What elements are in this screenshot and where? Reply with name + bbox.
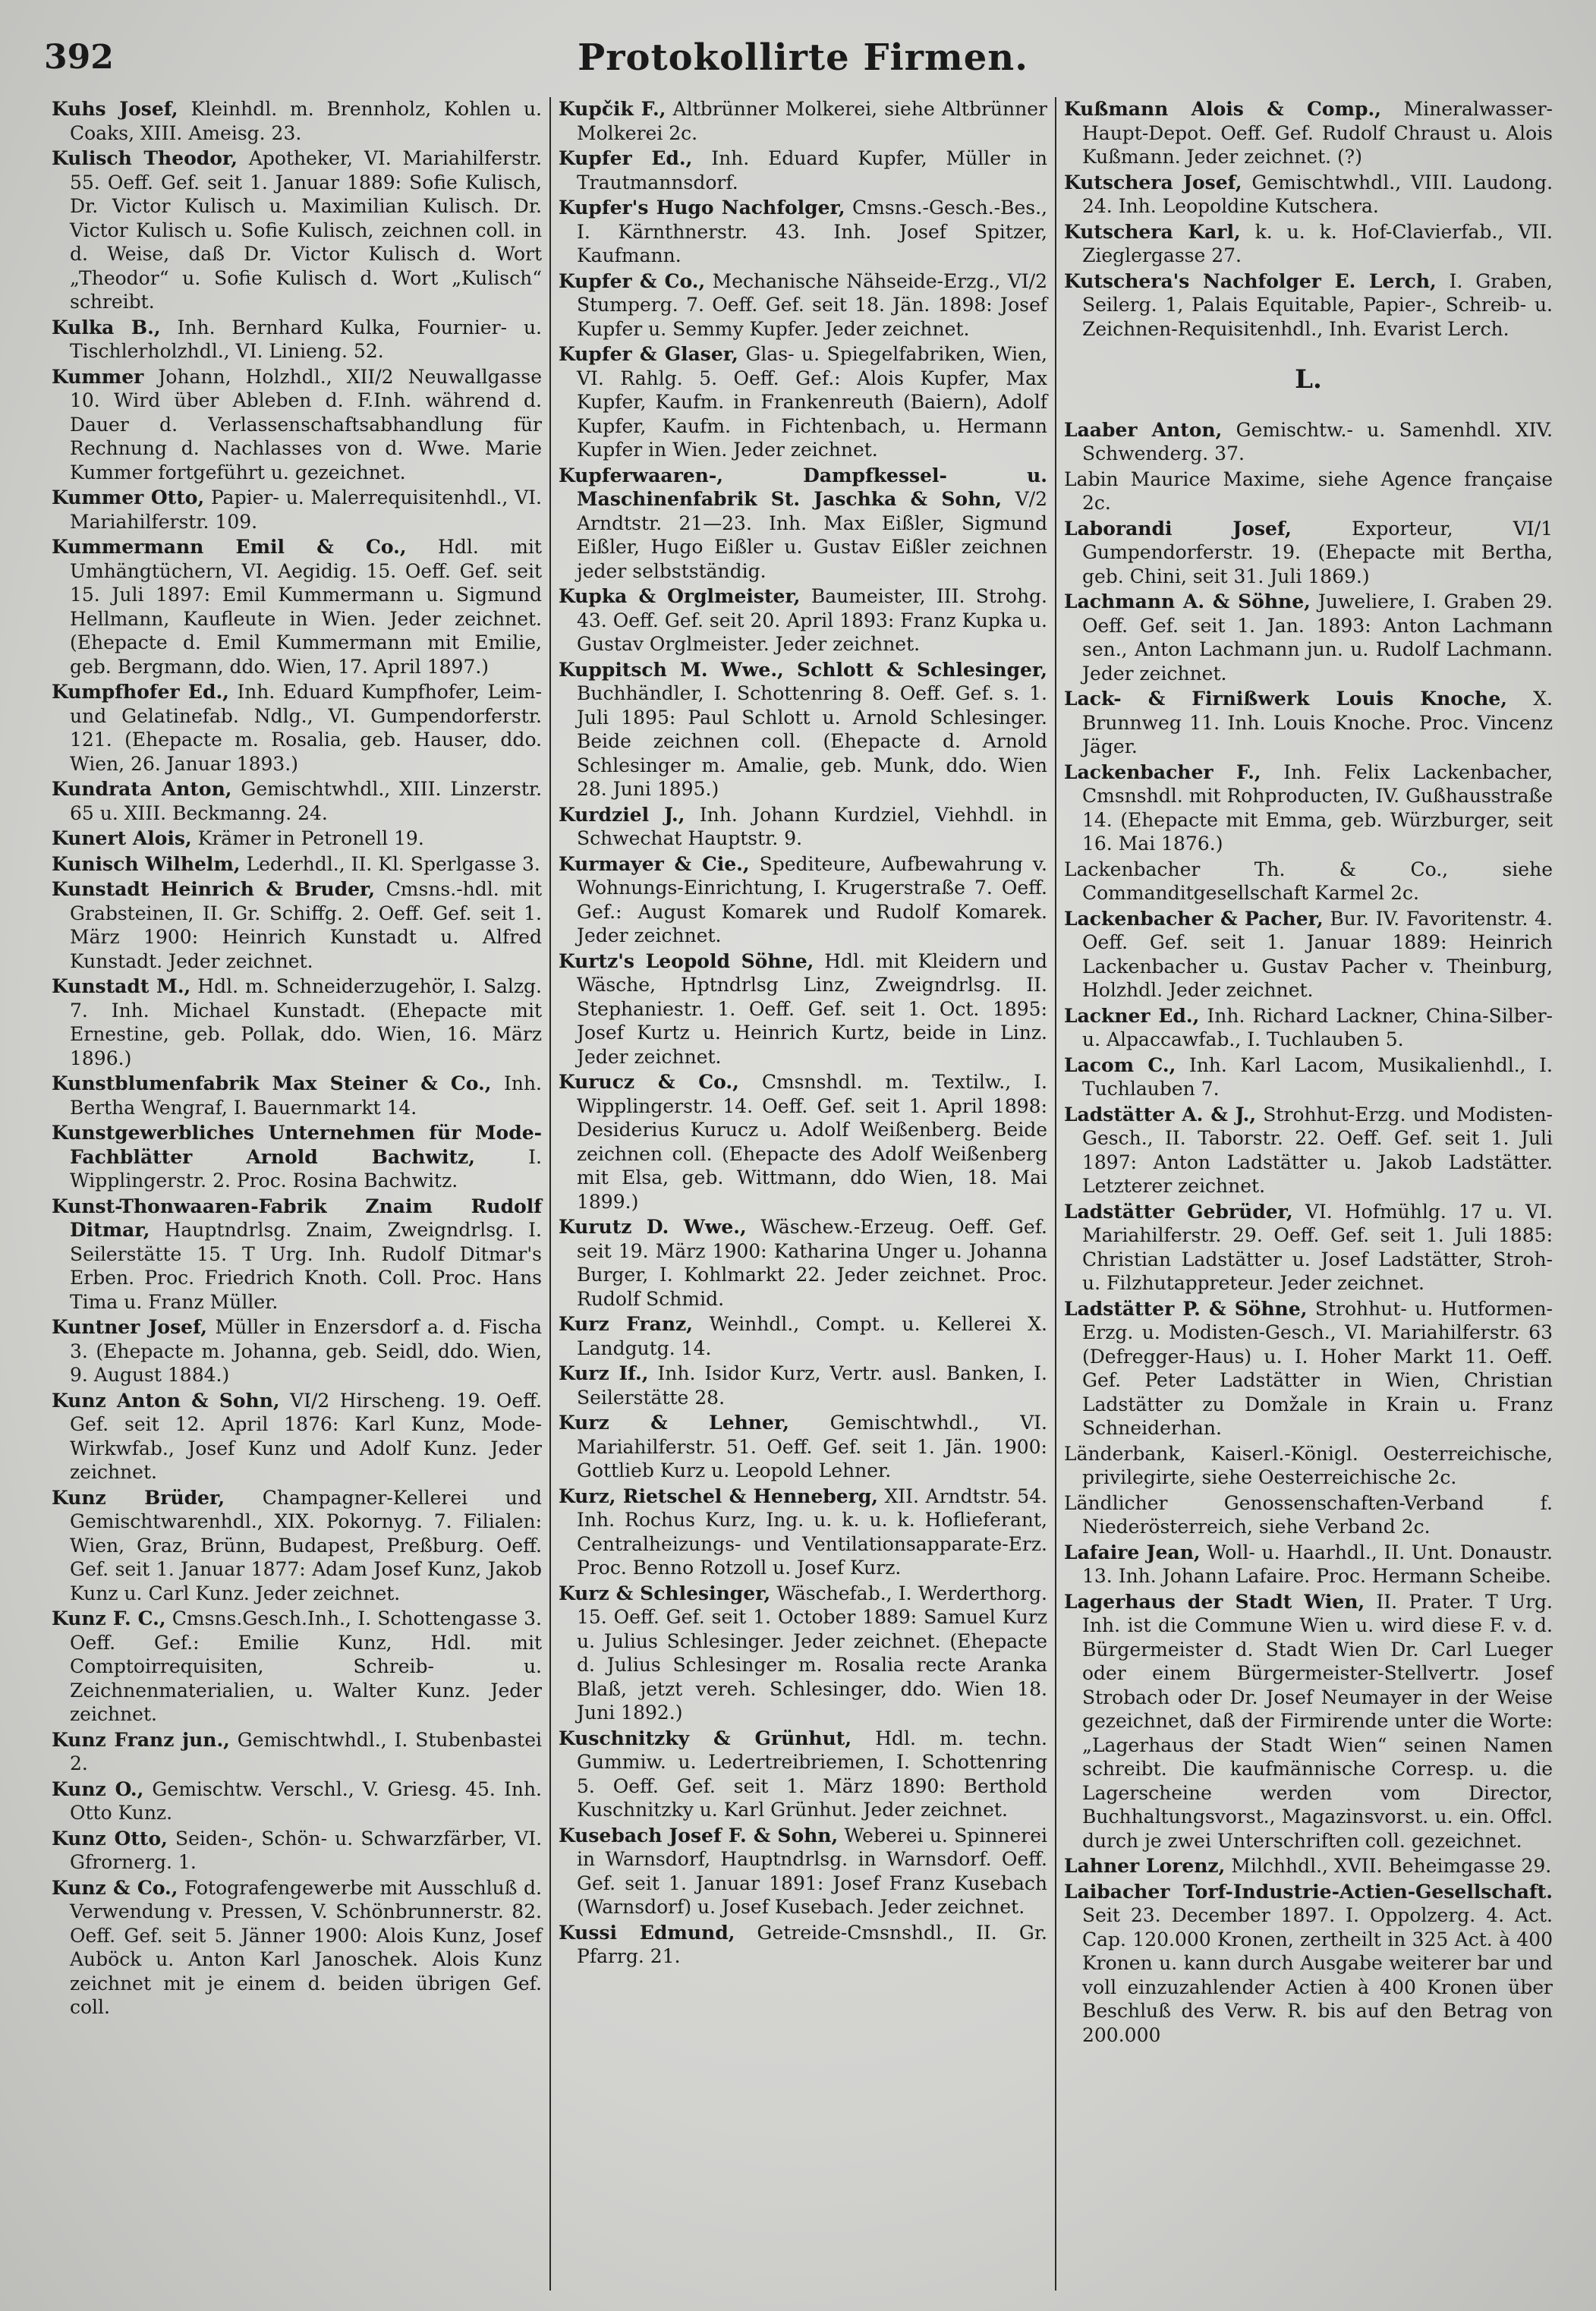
firm-name: Kurz If.,: [559, 1362, 649, 1384]
directory-entry: [559, 464, 1047, 584]
firm-name: Kunstadt Heinrich & Bruder,: [52, 878, 376, 900]
directory-entry: [559, 1727, 1047, 1822]
directory-entry: [1064, 1854, 1553, 1878]
firm-name: Kunstgewerbliches Unternehmen für Mode-Fachblätter Arnold Bachwitz,: [52, 1122, 542, 1168]
firm-name: Kummermann Emil & Co.,: [52, 536, 407, 558]
directory-entry: [1064, 1053, 1553, 1101]
entry-text: Getreide-Cmsnshdl., II. Gr. Pfarrg. 21.: [577, 1921, 1047, 1967]
directory-entry: [559, 97, 1047, 145]
directory-entry: [52, 1486, 542, 1606]
directory-entry: [559, 803, 1047, 851]
entry-text: Weberei u. Spinnerei in Warnsdorf, Hauptndrlsg. in Warnsdorf. Oeff. Gef. seit 1. Januar 1891: Josef Franz Kusebach (Warnsdorf) u. Josef Kusebach. Jeder zeichnet.: [577, 1824, 1048, 1918]
directory-entry: [52, 486, 542, 534]
entry-text: Ländlicher Genossenschaften-Verband f. Niederösterreich, siehe Verband 2c.: [1064, 1491, 1553, 1538]
firm-name: Kußmann Alois & Comp.,: [1064, 98, 1381, 120]
directory-entry: [52, 1315, 542, 1387]
entry-text: II. Prater. T Urg. Inh. ist die Commune Wien u. wird diese F. v. d. Bürgermeister d. Stadt Wien Dr. Carl Lueger oder einem Bürgermeister-Stellvertr. Josef Strobach oder Dr. Josef Neumayer in der Weise gezeichnet, daß der Firmirende unter die Worte: „Lagerhaus der Stadt Wien“ seinen Namen schreibt. Die kaufmännische Corresp. u. die Lagerscheine werden vom Director, Buchhaltungsvorst., Magazinsvorst. u. ein. Offcl. durch je zwei Unterschriften coll. gezeichnet.: [1082, 1590, 1553, 1852]
firm-name: Kupfer & Co.,: [559, 269, 706, 292]
firm-name: Kuschnitzky & Grünhut,: [559, 1727, 852, 1749]
firm-name: Ladstätter Gebrüder,: [1064, 1200, 1293, 1223]
firm-name: Kuppitsch M. Wwe., Schlott & Schlesinger,: [559, 658, 1047, 681]
entry-text: Inh. Eduard Kumpfhofer, Leim- und Gelatinefab. Ndlg., VI. Gumpendorferstr. 121. (Ehepacte m. Rosalia, geb. Hauser, ddo. Wien, 26. Januar 1893.): [70, 681, 542, 775]
firm-name: Kuntner Josef,: [52, 1316, 208, 1338]
entry-text: Apotheker, VI. Mariahilferstr. 55. Oeff. Gef. seit 1. Januar 1889: Sofie Kulisch, Dr. Victor Kulisch u. Maximilian Kulisch. Dr. Victor Kulisch u. Sofie Kulisch, zeichnen coll. in d. Weise, daß Dr. Victor Kulisch d. Wort „Theodor“ u. Sofie Kulisch d. Wort „Kulisch“ schreibt.: [70, 147, 543, 313]
firm-name: Kurucz & Co.,: [559, 1071, 739, 1093]
entry-text: VI. Hofmühlg. 17 u. VI. Mariahilferstr. 29. Oeff. Gef. seit 1. Juli 1885: Christian Ladstätter u. Josef Ladstätter, Stroh- u. Filzhutappreteur. Jeder zeichnet.: [1082, 1200, 1554, 1294]
directory-entry: [1064, 1880, 1553, 2048]
directory-entry: [559, 584, 1047, 656]
directory-entry: [1064, 1491, 1553, 1539]
entry-text: Lederhdl., II. Kl. Sperlgasse 3.: [246, 852, 540, 875]
directory-entry: [1064, 97, 1553, 169]
firm-name: Kunz & Co.,: [52, 1876, 178, 1899]
entry-text: Champagner-Kellerei und Gemischtwarenhdl., XIX. Pokornyg. 7. Filialen: Wien, Graz, Brünn, Budapest, Preßburg. Oeff. Gef. seit 1. Januar 1877: Adam Josef Kunz, Jakob Kunz u. Carl Kunz. Jeder zeichnet.: [70, 1486, 542, 1604]
entry-text: Gemischtwhdl., VIII. Laudong. 24. Inh. Leopoldine Kutschera.: [1082, 171, 1554, 217]
directory-entry: [52, 1389, 542, 1485]
firm-name: Kupčik F.,: [559, 98, 666, 120]
directory-entry: [52, 97, 542, 145]
entry-text: I. Wipplingerstr. 2. Proc. Rosina Bachwitz.: [70, 1145, 542, 1192]
firm-name: Kumpfhofer Ed.,: [52, 681, 229, 703]
page-header: [44, 30, 1562, 91]
entry-text: V/2 Arndtstr. 21—23. Inh. Max Eißler, Sigmund Eißler, Hugo Eißler u. Gustav Eißler zeichnen jeder selbstständig.: [577, 488, 1047, 582]
firm-name: Lachmann A. & Söhne,: [1064, 590, 1311, 612]
directory-entry: [52, 974, 542, 1070]
entry-text: Kleinhdl. m. Brennholz, Kohlen u. Coaks, XIII. Ameisg. 23.: [70, 98, 543, 144]
directory-entry: [1064, 1297, 1553, 1440]
firm-name: Kupfer's Hugo Nachfolger,: [559, 197, 845, 219]
firm-name: Ladstätter A. & J.,: [1064, 1103, 1257, 1126]
entry-text: Papier- u. Malerrequisitenhdl., VI. Mariahilferstr. 109.: [70, 486, 542, 533]
directory-entry: [559, 1582, 1047, 1725]
columns: [44, 97, 1562, 2291]
entry-text: Seit 23. December 1897. I. Oppolzerg. 4. Act. Cap. 120.000 Kronen, zertheilt in 325 Act. à 400 Kronen u. kann durch Ausgabe weiterer bar und voll einzuzahlender Actien à 400 Kronen über Beschluß des Verw. R. bis auf den Betrag von 200.000: [1082, 1904, 1553, 2046]
directory-entry: [52, 777, 542, 825]
firm-name: Kurz & Lehner,: [559, 1412, 789, 1434]
directory-entry: [559, 1312, 1047, 1360]
firm-name: Lafaire Jean,: [1064, 1541, 1201, 1563]
firm-name: Kurz Franz,: [559, 1313, 693, 1335]
entry-text: Buchhändler, I. Schottenring 8. Oeff. Gef. s. 1. Juli 1895: Paul Schlott u. Arnold Schlesinger. Beide zeichnen coll. (Ehepacte d. Arnold Schlesinger m. Amalie, geb. Munk, ddo. Wien 28. Juni 1895.): [577, 682, 1047, 800]
directory-entry: [1064, 1541, 1553, 1588]
directory-entry: [559, 342, 1047, 462]
directory-entry: [1064, 760, 1553, 856]
firm-name: Lack- & Firnißwerk Louis Knoche,: [1064, 688, 1507, 710]
directory-entry: [1064, 269, 1553, 342]
firm-name: Kupka & Orglmeister,: [559, 585, 801, 607]
directory-entry: [559, 1362, 1047, 1409]
directory-entry: [1064, 220, 1553, 268]
firm-name: Lagerhaus der Stadt Wien,: [1064, 1590, 1365, 1613]
directory-entry: [559, 658, 1047, 801]
directory-entry: [52, 1072, 542, 1119]
firm-name: Kutschera Karl,: [1064, 220, 1241, 243]
entry-text: Weinhdl., Compt. u. Kellerei X. Landgutg. 14.: [577, 1313, 1047, 1359]
directory-entry: [559, 949, 1047, 1069]
entry-text: Hdl. mit Umhängtüchern, VI. Aegidig. 15. Oeff. Gef. seit 15. Juli 1897: Emil Kummermann u. Sigmund Hellmann, Kaufleute in Wien. Jeder zeichnet. (Ehepacte d. Emil Kummermann mit Emilie, geb. Bergmann, ddo. Wien, 17. April 1897.): [70, 536, 542, 678]
directory-entry: [559, 1921, 1047, 1969]
directory-entry: [559, 196, 1047, 268]
directory-entry: [1064, 1590, 1553, 1853]
entry-text: Lackenbacher Th. & Co., siehe Commanditgesellschaft Karmel 2c.: [1064, 858, 1553, 904]
firm-name: Kurtz's Leopold Söhne,: [559, 949, 814, 972]
entry-text: Inh. Bernhard Kulka, Fournier- u. Tischlerholzhdl., VI. Linieng. 52.: [70, 316, 542, 362]
entry-text: Glas- u. Spiegelfabriken, Wien, VI. Rahlg. 5. Oeff. Gef.: Alois Kupfer, Max Kupfer, Kaufm. in Frankenreuth (Baiern), Adolf Kupfer, Kaufm. in Fichtenbach, u. Hermann Kupfer in Wien. Jeder zeichnet.: [577, 343, 1047, 461]
entry-text: Hdl. mit Kleidern und Wäsche, Hptndrlsg Linz, Zweigndrlsg. II. Stephaniestr. 1. Oeff. Gef. seit 1. Oct. 1895: Josef Kurtz u. Heinrich Kurtz, beide in Linz. Jeder zeichnet.: [577, 949, 1048, 1068]
entry-text: Gemischtwhdl., XIII. Linzerstr. 65 u. XIII. Beckmanng. 24.: [70, 778, 543, 824]
directory-entry: [559, 1824, 1047, 1919]
directory-entry: [1064, 590, 1553, 685]
entry-text: Cmsnshdl. m. Textilw., I. Wipplingerstr. 14. Oeff. Gef. seit 1. April 1898: Desiderius Kurucz u. Adolf Weißenberg. Beide zeichnen coll. (Ehepacte des Adolf Weißenberg mit Elsa, geb. Wittmann, ddo Wien, 18. Mai 1899.): [577, 1071, 1048, 1213]
directory-entry: [52, 1876, 542, 2020]
entry-text: Seiden-, Schön- u. Schwarzfärber, VI. Gfrornerg. 1.: [70, 1827, 543, 1873]
directory-entry: [1064, 1103, 1553, 1198]
entry-text: Inh. Isidor Kurz, Vertr. ausl. Banken, I. Seilerstätte 28.: [577, 1362, 1047, 1409]
firm-name: Kusebach Josef F. & Sohn,: [559, 1824, 839, 1847]
entry-text: Inh. Eduard Kupfer, Müller in Trautmannsdorf.: [577, 147, 1047, 194]
directory-entry: [52, 852, 542, 877]
entry-text: Inh. Karl Lacom, Musikalienhdl., I. Tuchlauben 7.: [1082, 1053, 1553, 1100]
firm-name: Kuhs Josef,: [52, 98, 178, 120]
entry-text: Wäschew.-Erzeug. Oeff. Gef. seit 19. März 1900: Katharina Unger u. Johanna Burger, I. Kohlmarkt 22. Jeder zeichnet. Proc. Rudolf Schmid.: [577, 1216, 1048, 1310]
entry-text: Länderbank, Kaiserl.-Königl. Oesterreichische, privilegirte, siehe Oesterreichische 2c.: [1064, 1442, 1553, 1488]
entry-text: Spediteure, Aufbewahrung v. Wohnungs-Einrichtung, I. Krugerstraße 7. Oeff. Gef.: August Komarek und Rudolf Komarek. Jeder zeichnet.: [577, 852, 1048, 946]
column-3: [1055, 97, 1560, 2291]
firm-name: Kurmayer & Cie.,: [559, 852, 750, 875]
directory-entry: [1064, 1442, 1553, 1490]
column-2: [549, 97, 1055, 2291]
directory-entry: [52, 1607, 542, 1727]
firm-name: Kupfer & Glaser,: [559, 343, 738, 365]
firm-name: Lahner Lorenz,: [1064, 1855, 1226, 1877]
directory-entry: [52, 316, 542, 364]
entry-text: Exporteur, VI/1 Gumpendorferstr. 19. (Ehepacte mit Bertha, geb. Chini, seit 31. Juli 1869.): [1082, 517, 1554, 587]
entry-text: XII. Arndtstr. 54. Inh. Rochus Kurz, Ing. u. k. u. k. Hoflieferant, Centralheizungs- und Ventilationsapparate-Erz. Proc. Benno Rotzoll u. Josef Kurz.: [577, 1485, 1047, 1579]
entry-text: Cmsns.-Gesch.-Bes., I. Kärnthnerstr. 43. Inh. Josef Spitzer, Kaufmann.: [577, 197, 1047, 266]
entry-text: Labin Maurice Maxime, siehe Agence française 2c.: [1064, 468, 1553, 514]
directory-entry: [1064, 171, 1553, 219]
firm-name: Lackner Ed.,: [1064, 1004, 1200, 1027]
firm-name: Kunz O.,: [52, 1777, 144, 1800]
entry-text: Milchhdl., XVII. Beheimgasse 29.: [1231, 1855, 1552, 1877]
directory-entry: [1064, 418, 1553, 466]
entry-text: Wäschefab., I. Werderthorg. 15. Oeff. Gef. seit 1. October 1889: Samuel Kurz u. Julius Schlesinger. Jeder zeichnet. (Ehepacte d. Julius Schlesinger m. Rosalia recte Aranka Blaß, jetzt vereh. Schlesinger, ddo. Wien 18. Juni 1892.): [577, 1582, 1047, 1724]
directory-entry: [52, 146, 542, 314]
entry-text: Fotografengewerbe mit Ausschluß d. Verwendung v. Pressen, V. Schönbrunnerstr. 82. Oeff. Gef. seit 5. Jänner 1900: Alois Kunz, Josef Auböck u. Anton Karl Janoschek. Alois Kunz zeichnet mit je einem d. beiden übrigen Gef. coll.: [70, 1876, 542, 2018]
entry-text: Müller in Enzersdorf a. d. Fischa 3. (Ehepacte m. Johanna, geb. Seidl, ddo. Wien, 9. August 1884.): [70, 1316, 543, 1386]
entry-text: Hdl. m. Schneiderzugehör, I. Salzg. 7. Inh. Michael Kunstadt. (Ehepacte mit Ernestine, geb. Pollak, ddo. Wien, 16. März 1896.): [70, 975, 542, 1069]
entry-text: Inh. Felix Lackenbacher, Cmsnshdl. mit Rohproducten, IV. Gußhausstraße 14. (Ehepacte mit Emma, geb. Würzburger, seit 16. Mai 1876.): [1082, 760, 1554, 855]
entry-text: Gemischtw. Verschl., V. Griesg. 45. Inh. Otto Kunz.: [70, 1777, 542, 1824]
entry-text: Woll- u. Haarhdl., II. Unt. Donaustr. 13. Inh. Johann Lafaire. Proc. Hermann Scheibe.: [1082, 1541, 1553, 1587]
firm-name: Kussi Edmund,: [559, 1921, 735, 1944]
firm-name: Kunstadt M.,: [52, 975, 191, 997]
firm-name: Kupferwaaren-, Dampfkessel- u. Maschinenfabrik St. Jaschka & Sohn,: [559, 464, 1047, 510]
entry-text: Hauptndrlsg. Znaim, Zweigndrlsg. I. Seilerstätte 15. T Urg. Inh. Rudolf Ditmar's Erben. Proc. Friedrich Knoth. Coll. Proc. Hans Tima u. Franz Müller.: [70, 1219, 542, 1313]
entry-text: Juweliere, I. Graben 29. Oeff. Gef. seit 1. Jan. 1893: Anton Lachmann sen., Anton Lachmann jun. u. Rudolf Lachmann. Jeder zeichnet.: [1082, 590, 1553, 685]
firm-name: Laibacher Torf-Industrie-Actien-Gesellschaft.: [1064, 1880, 1553, 1903]
firm-name: Lackenbacher & Pacher,: [1064, 907, 1324, 930]
entry-text: Mineralwasser-Haupt-Depot. Oeff. Gef. Rudolf Chraust u. Alois Kußmann. Jeder zeichnet. (?): [1082, 98, 1553, 168]
entry-text: Hdl. m. techn. Gummiw. u. Ledertreibriemen, I. Schottenring 5. Oeff. Gef. seit 1. März 1890: Berthold Kuschnitzky u. Karl Grünhut. Jeder zeichnet.: [577, 1727, 1047, 1821]
directory-entry: [559, 269, 1047, 342]
directory-entry: [559, 1070, 1047, 1214]
firm-name: Kummer Otto,: [52, 486, 205, 508]
directory-entry: [52, 1827, 542, 1875]
directory-entry: [52, 877, 542, 973]
directory-entry: [52, 826, 542, 851]
firm-name: Kunisch Wilhelm,: [52, 852, 241, 875]
column-1: [44, 97, 549, 2291]
firm-name: Kutschera's Nachfolger E. Lerch,: [1064, 269, 1437, 292]
entry-text: Strohhut- u. Hutformen-Erzg. u. Modisten-Gesch., VI. Mariahilferstr. 63 (Defregger-Haus) u. I. Hoher Markt 11. Oeff. Gef. Peter Ladstätter in Wien, Christian Ladstätter zu Domžale in Krain u. Franz Schneiderhan.: [1082, 1297, 1553, 1439]
entry-text: I. Graben, Seilerg. 1, Palais Equitable, Papier-, Schreib- u. Zeichnen-Requisitenhdl., Inh. Evarist Lerch.: [1082, 269, 1553, 340]
directory-entry: [1064, 687, 1553, 759]
running-title: Protokollirte Firmen.: [578, 36, 1028, 79]
directory-entry: [1064, 1200, 1553, 1296]
firm-name: Kunz Anton & Sohn,: [52, 1389, 280, 1412]
firm-name: Kulka B.,: [52, 316, 161, 338]
directory-entry: [52, 1121, 542, 1193]
firm-name: Laaber Anton,: [1064, 418, 1223, 441]
entry-text: Inh. Johann Kurdziel, Viehhdl. in Schwechat Hauptstr. 9.: [577, 803, 1047, 849]
section-letter: L.: [1295, 364, 1322, 395]
entry-text: VI/2 Hirscheng. 19. Oeff. Gef. seit 12. April 1876: Karl Kunz, Mode-Wirkwfab., Josef Kunz und Adolf Kunz. Jeder zeichnet.: [70, 1389, 542, 1483]
entry-text: Strohhut-Erzg. und Modisten-Gesch., II. Taborstr. 22. Oeff. Gef. seit 1. Juli 1897: Anton Ladstätter u. Jakob Ladstätter. Letzterer zeichnet.: [1082, 1103, 1553, 1197]
entry-text: Mechanische Nähseide-Erzg., VI/2 Stumperg. 7. Oeff. Gef. seit 18. Jän. 1898: Josef Kupfer u. Semmy Kupfer. Jeder zeichnet.: [577, 269, 1047, 340]
entry-text: Krämer in Petronell 19.: [197, 827, 424, 849]
entry-text: Gemischtwhdl., I. Stubenbastei 2.: [70, 1728, 542, 1774]
directory-entry: [52, 1728, 542, 1776]
directory-entry: [1064, 517, 1553, 589]
firm-name: Kundrata Anton,: [52, 778, 232, 800]
entry-text: Bur. IV. Favoritenstr. 4. Oeff. Gef. seit 1. Januar 1889: Heinrich Lackenbacher u. Gustav Pacher v. Theinburg, Holzhdl. Jeder zeichnet.: [1082, 907, 1553, 1001]
firm-name: Kunz F. C.,: [52, 1607, 166, 1629]
entry-text: Altbrünner Molkerei, siehe Altbrünner Molkerei 2c.: [577, 98, 1047, 144]
directory-entry: [559, 146, 1047, 194]
firm-name: Kunst-Thonwaaren-Fabrik Znaim Rudolf Ditmar,: [52, 1195, 542, 1241]
directory-entry: [52, 680, 542, 776]
directory-entry: [1064, 907, 1553, 1003]
firm-name: Kulisch Theodor,: [52, 147, 238, 169]
firm-name: Kupfer Ed.,: [559, 147, 693, 169]
directory-entry: [559, 1215, 1047, 1311]
firm-name: Ladstätter P. & Söhne,: [1064, 1297, 1308, 1320]
firm-name: Lacom C.,: [1064, 1053, 1176, 1076]
firm-name: Kunstblumenfabrik Max Steiner & Co.,: [52, 1072, 492, 1094]
directory-entry: [559, 852, 1047, 948]
directory-entry: [1064, 1004, 1553, 1052]
firm-name: Lackenbacher F.,: [1064, 760, 1261, 783]
directory-entry: [559, 1411, 1047, 1483]
firm-name: Kurz & Schlesinger,: [559, 1582, 771, 1604]
entry-text: Johann, Holzhdl., XII/2 Neuwallgasse 10. Wird über Ableben d. F.Inh. während d. Dauer d. Verlassenschaftsabhandlung für Rechnung d. Nachlasses von d. Wwe. Marie Kummer fortgeführt u. gezeichnet.: [70, 365, 542, 483]
directory-entry: [52, 535, 542, 679]
firm-name: Kunert Alois,: [52, 827, 192, 849]
entry-text: Baumeister, III. Strohg. 43. Oeff. Gef. seit 20. April 1893: Franz Kupka u. Gustav Orglmeister. Jeder zeichnet.: [577, 585, 1047, 655]
page-number: 392: [44, 38, 114, 77]
firm-name: Kummer: [52, 365, 144, 388]
firm-name: Kutschera Josef,: [1064, 171, 1242, 194]
firm-name: Kunz Brüder,: [52, 1486, 225, 1509]
directory-entry: [1064, 468, 1553, 515]
entry-text: k. u. k. Hof-Clavierfab., VII. Zieglergasse 27.: [1082, 220, 1553, 266]
entry-text: Cmsns.-hdl. mit Grabsteinen, II. Gr. Schiffg. 2. Oeff. Gef. seit 1. März 1900: Heinrich Kunstadt u. Alfred Kunstadt. Jeder zeichnet.: [70, 878, 542, 972]
firm-name: Kurdziel J.,: [559, 803, 685, 826]
directory-entry: [559, 1485, 1047, 1580]
firm-name: Kurz, Rietschel & Henneberg,: [559, 1485, 878, 1507]
entry-text: Gemischtw.- u. Samenhdl. XIV. Schwenderg. 37.: [1082, 418, 1553, 464]
firm-name: Kurutz D. Wwe.,: [559, 1216, 747, 1238]
firm-name: Laborandi Josef,: [1064, 517, 1292, 540]
entry-text: X. Brunnweg 11. Inh. Louis Knoche. Proc. Vincenz Jäger.: [1082, 688, 1553, 757]
directory-entry: [52, 1195, 542, 1314]
firm-name: Kunz Franz jun.,: [52, 1728, 230, 1751]
directory-entry: [52, 1777, 542, 1825]
entry-text: Gemischtwhdl., VI. Mariahilferstr. 51. Oeff. Gef. seit 1. Jän. 1900: Gottlieb Kurz u. Leopold Lehner.: [577, 1412, 1047, 1481]
entry-text: Inh. Richard Lackner, China-Silber- u. Alpaccawfab., I. Tuchlauben 5.: [1082, 1004, 1553, 1050]
firm-name: Kunz Otto,: [52, 1827, 168, 1850]
entry-text: Inh. Bertha Wengraf, I. Bauernmarkt 14.: [70, 1072, 542, 1119]
entry-text: Cmsns.Gesch.Inh., I. Schottengasse 3. Oeff. Gef.: Emilie Kunz, Hdl. mit Comptoirrequisiten, Schreib- u. Zeichnenmaterialien, u. Walter Kunz. Jeder zeichnet.: [70, 1607, 542, 1725]
directory-entry: [1064, 858, 1553, 905]
directory-entry: [52, 365, 542, 485]
